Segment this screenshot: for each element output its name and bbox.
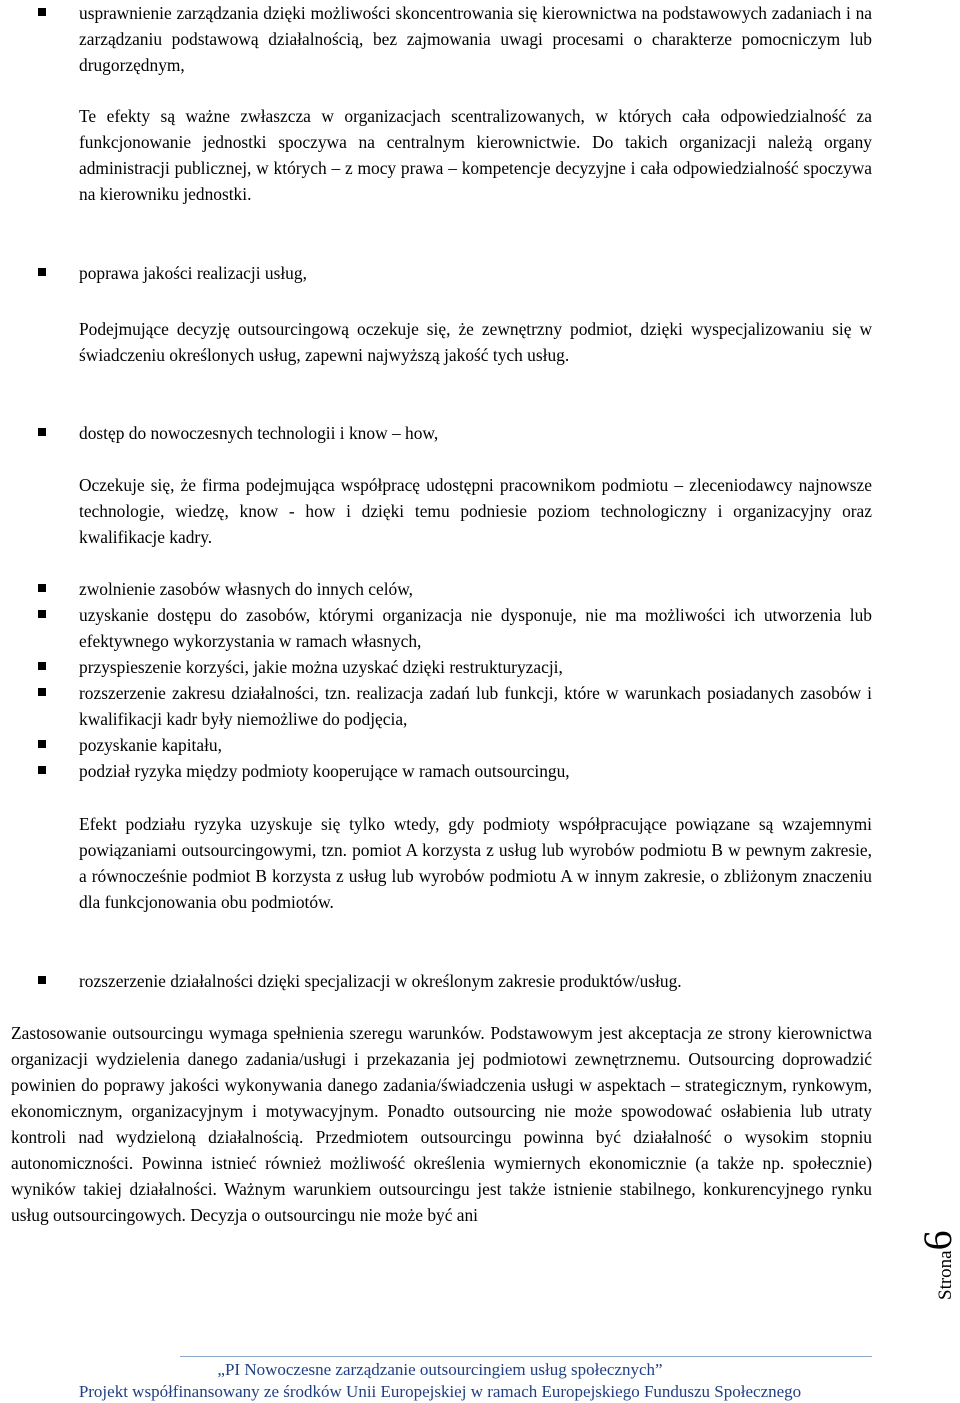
bullet-text: przyspieszenie korzyści, jakie można uzyskać dzięki restrukturyzacji,: [79, 657, 563, 677]
square-bullet-icon: [38, 688, 46, 696]
square-bullet-icon: [38, 740, 46, 748]
square-bullet-icon: [38, 268, 46, 276]
bullet-item-przyspieszenie: [38, 654, 872, 680]
body-paragraph: Zastosowanie outsourcingu wymaga spełnienia szeregu warunków. Podstawowym jest akceptacja ze strony kierownictwa organizacji wydzielenia danego zadania/usługi i przekazania jej podmiotowi zewnętrznemu. Outsourcing doprowadzić powinien do poprawy jakości wykonywania danego zadania/świadczenia usługi w aspektach – strategicznym, rynkowym, ekonomicznym, organizacyjnym i motywacyjnym. Ponadto outsourcing nie może spowodować osłabienia lub utraty kontroli nad wydzieloną działalnością. Przedmiotem outsourcingu powinna być działalność o wysokim stopniu autonomiczności. Powinna istnieć również możliwość określenia wymiernych ekonomicznie (a także np. społecznie) wyników takiej działalności. Ważnym warunkiem outsourcingu jest także istnienie stabilnego, konkurencyjnego rynku usług outsourcingowych. Decyzja o outsourcingu nie może być ani: [11, 1023, 872, 1225]
bullet-item-kapital: [38, 732, 872, 758]
bullet-item-specjalizacja: [38, 968, 872, 994]
paragraph-technologie: Oczekuje się, że firma podejmująca współpracę udostępni pracownikom podmiotu – zleceniodawcy najnowsze technologie, wiedzę, know - how i dzięki temu podniesie poziom technologiczny i organizacyjny oraz kwalifikacje kadry.: [79, 475, 872, 547]
square-bullet-icon: [38, 584, 46, 592]
bullet-item-jakosc: [38, 260, 872, 286]
paragraph-efekty: Te efekty są ważne zwłaszcza w organizacjach scentralizowanych, w których cała odpowiedzialność za funkcjonowanie jednostki spoczywa na centralnym kierownictwie. Do takich organizacji należą organy administracji publicznej, w których – z mocy prawa – kompetencje decyzyjne i cała odpowiedzialność spoczywa na kierowniku jednostki.: [79, 106, 872, 204]
bullet-text: poprawa jakości realizacji usług,: [79, 263, 307, 283]
bullet-text: uzyskanie dostępu do zasobów, którymi organizacja nie dysponuje, nie ma możliwości ich utworzenia lub efektywnego wykorzystania w ramach własnych,: [79, 605, 872, 651]
footer-cofinancing-note: Projekt współfinansowany ze środków Unii Europejskiej w ramach Europejskiego Funduszu Społecznego: [78, 1382, 802, 1401]
bullet-text: zwolnienie zasobów własnych do innych celów,: [79, 579, 414, 599]
footer-project-title: „PI Nowoczesne zarządzanie outsourcingiem usług społecznych”: [217, 1360, 663, 1379]
bullet-item-dostep-zasoby: [38, 602, 872, 654]
bullet-text: dostęp do nowoczesnych technologii i know – how,: [79, 423, 439, 443]
square-bullet-icon: [38, 610, 46, 618]
square-bullet-icon: [38, 428, 46, 436]
square-bullet-icon: [38, 976, 46, 984]
bullet-text: rozszerzenie zakresu działalności, tzn. realizacja zadań lub funkcji, które w warunkach posiadanych zasobów i kwalifikacji kadr były niemożliwe do podjęcia,: [79, 683, 872, 729]
page-number: 6: [915, 1230, 960, 1251]
footer-divider: [180, 1356, 872, 1357]
square-bullet-icon: [38, 662, 46, 670]
bullet-item-rozszerzenie-zakresu: [38, 680, 872, 732]
square-bullet-icon: [38, 8, 46, 16]
bullet-item-technologie: [38, 420, 872, 446]
bullet-item-usprawnienie: [38, 0, 872, 78]
bullet-text: rozszerzenie działalności dzięki specjalizacji w określonym zakresie produktów/usług.: [79, 971, 682, 991]
bullet-text: pozyskanie kapitału,: [79, 735, 222, 755]
paragraph-ryzyko: Efekt podziału ryzyka uzyskuje się tylko wtedy, gdy podmioty współpracujące powiązane są wzajemnymi powiązaniami outsourcingowymi, tzn. pomiot A korzysta z usług lub wyrobów podmiotu B w pewnym zakresie, a równocześnie podmiot B korzysta z usług lub wyrobów podmiotu A w innym zakresie, o zbliżonym znaczeniu dla funkcjonowania obu podmiotów.: [79, 814, 872, 912]
square-bullet-icon: [38, 766, 46, 774]
page-label: Strona: [935, 1250, 956, 1300]
bullet-item-zwolnienie: [38, 576, 872, 602]
paragraph-jakosc: Podejmujące decyzję outsourcingową oczekuje się, że zewnętrzny podmiot, dzięki wyspecjalizowaniu się w świadczeniu określonych usług, zapewni najwyższą jakość tych usług.: [79, 319, 872, 365]
bullet-text: podział ryzyka między podmioty kooperujące w ramach outsourcingu,: [79, 761, 570, 781]
page-number-sidebar: [915, 1200, 960, 1300]
bullet-item-podzial-ryzyka: [38, 758, 872, 784]
bullet-text: usprawnienie zarządzania dzięki możliwości skoncentrowania się kierownictwa na podstawowych zadaniach i na zarządzaniu podstawową działalnością, bez zajmowania uwagi procesami o charakterze pomocniczym lub drugorzędnym,: [79, 3, 872, 75]
